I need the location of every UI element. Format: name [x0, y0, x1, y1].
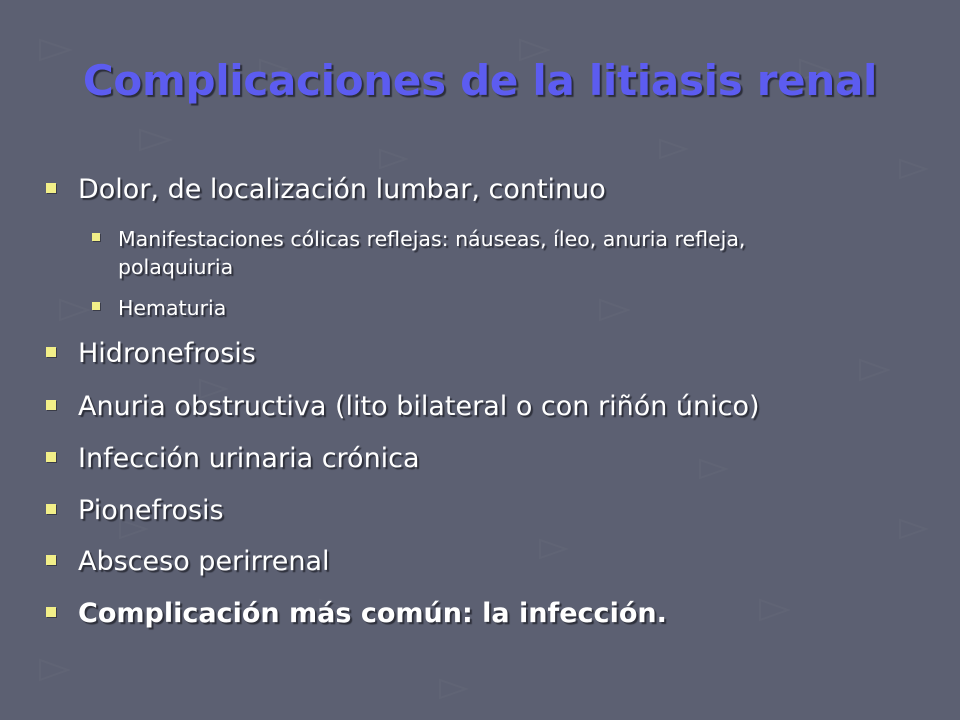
square-bullet-icon [92, 233, 100, 241]
square-bullet-icon [46, 183, 56, 193]
square-bullet-icon [46, 400, 56, 410]
bullet-text: Anuria obstructiva (lito bilateral o con riñón único) [78, 391, 760, 422]
bullet-text: Pionefrosis [78, 495, 224, 526]
slide-title: Complicaciones de la litiasis renal [82, 56, 878, 105]
sub-bullet-item [92, 294, 852, 322]
bullet-text: Hematuria [118, 296, 227, 320]
bullet-item [46, 443, 420, 474]
bullet-item [46, 495, 224, 526]
bullet-text: Complicación más común: la infección. [78, 598, 667, 629]
bullet-text: Dolor, de localización lumbar, continuo [78, 174, 606, 205]
bullet-text: Absceso perirrenal [78, 546, 330, 577]
square-bullet-icon [46, 452, 56, 462]
square-bullet-icon [46, 555, 56, 565]
bullet-item [46, 338, 256, 369]
square-bullet-icon [46, 607, 56, 617]
bullet-item-emphasis [46, 598, 667, 629]
square-bullet-icon [46, 504, 56, 514]
bullet-text: Manifestaciones cólicas reflejas: náuseas, íleo, anuria refleja, polaquiuria [118, 227, 746, 279]
bullet-text: Hidronefrosis [78, 338, 256, 369]
square-bullet-icon [46, 347, 56, 357]
bullet-item [46, 391, 760, 422]
bullet-item [46, 546, 330, 577]
sub-bullet-item [92, 225, 852, 281]
square-bullet-icon [92, 302, 100, 310]
bullet-text: Infección urinaria crónica [78, 443, 420, 474]
bullet-item [46, 174, 606, 205]
